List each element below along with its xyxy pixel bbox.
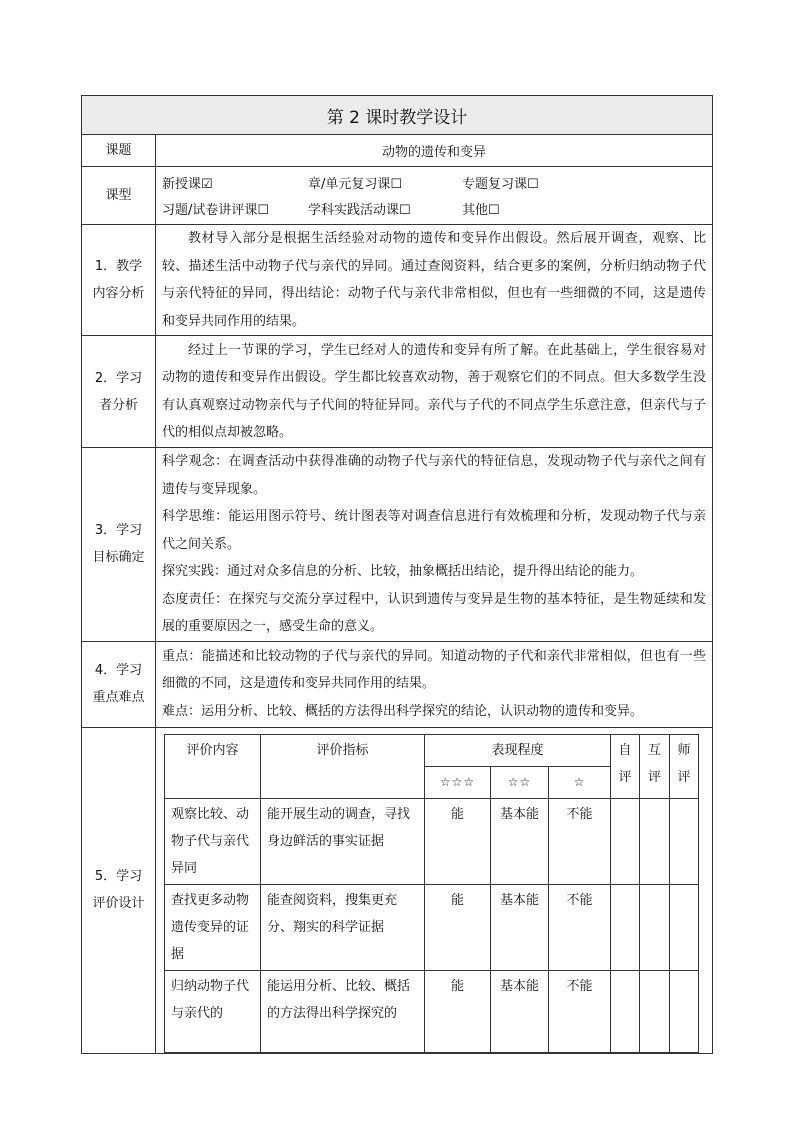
header-three-stars: ☆☆☆: [425, 766, 491, 798]
header-content: 评价内容: [165, 734, 261, 798]
content-analysis-text: 教材导入部分是根据生活经验对动物的遗传和变异作出假设。然后展开调查，观察、比较、描述生活中动物子代与亲代的异同。通过查阅资料，结合更多的案例，分析归纳动物子代与亲代特征的异同，得出结论：动物子代与亲代非常相似，但也有一些细微的不同，这是遗传和变异共同作用的结果。: [156, 225, 713, 336]
learner-analysis-text: 经过上一节课的学习，学生已经对人的遗传和变异有所了解。在此基础上，学生很容易对动物的遗传和变异作出假设。学生都比较喜欢动物，善于观察它们的不同点。但大多数学生没有认真观察过动物亲代与子代间的特征异同。亲代与子代的不同点学生乐意注意，但亲代与子代的相似点却被忽略。: [156, 336, 713, 448]
eval-teacher-cell[interactable]: [670, 884, 699, 970]
eval-content: 归纳动物子代与亲代的: [165, 970, 261, 1052]
lesson-type-options: [156, 167, 713, 225]
goal-concept: 科学观念：在调查活动中获得准确的动物子代与亲代的特征信息，发现动物子代与亲代之间有遗传与变异现象。: [162, 454, 706, 497]
eval-level-3: 能: [425, 884, 491, 970]
key-points-label: 4．学习 重点难点: [82, 641, 156, 727]
lesson-type-label: 课型: [82, 167, 156, 225]
evaluation-design-label: 5．学习 评价设计: [82, 727, 156, 1053]
eval-level-3: 能: [425, 970, 491, 1052]
key-points-text: [156, 641, 713, 727]
header-two-stars: ☆☆: [491, 766, 549, 798]
header-peer-eval: 互评: [640, 734, 670, 798]
goal-thinking: 科学思维：能运用图示符号、统计图表等对调查信息进行有效梳理和分析，发现动物子代与亲代之间关系。: [162, 509, 706, 552]
eval-level-2: 基本能: [491, 884, 549, 970]
header-teacher-eval: 师评: [670, 734, 699, 798]
header-one-star: ☆: [549, 766, 611, 798]
header-indicator: 评价指标: [261, 734, 425, 798]
type-option-unit-review: 章/单元复习课☐: [308, 177, 403, 192]
eval-peer-cell[interactable]: [640, 884, 670, 970]
eval-level-1: 不能: [549, 798, 611, 884]
eval-level-3: 能: [425, 798, 491, 884]
eval-self-cell[interactable]: [611, 798, 640, 884]
eval-teacher-cell[interactable]: [670, 798, 699, 884]
type-option-exercise: 习题/试卷讲评课☐: [162, 203, 270, 218]
eval-self-cell[interactable]: [611, 970, 640, 1052]
eval-indicator: 能运用分析、比较、概括的方法得出科学探究的: [261, 970, 425, 1052]
eval-level-2: 基本能: [491, 970, 549, 1052]
eval-peer-cell[interactable]: [640, 970, 670, 1052]
evaluation-table: [164, 734, 699, 1053]
eval-level-2: 基本能: [491, 798, 549, 884]
type-option-practice: 学科实践活动课☐: [308, 203, 411, 218]
evaluation-cell: [156, 727, 713, 1053]
key-point: 重点：能描述和比较动物的子代与亲代的异同。知道动物的子代和亲代非常相似，但也有一些细微的不同，这是遗传和变异共同作用的结果。: [162, 648, 706, 692]
topic-value: 动物的遗传和变异: [156, 135, 713, 167]
eval-content: 查找更多动物遗传变异的证据: [165, 884, 261, 970]
lesson-plan-table: [81, 95, 713, 1054]
header-performance: 表现程度: [425, 734, 611, 766]
goal-attitude: 态度责任：在探究与交流分享过程中，认识到遗传与变异是生物的基本特征，是生物延续和发展的重要原因之一，感受生命的意义。: [162, 591, 706, 634]
table-row: [165, 798, 699, 884]
table-row: [165, 970, 699, 1052]
type-option-other: 其他☐: [462, 203, 500, 218]
eval-indicator: 能开展生动的调查，寻找身边鲜活的事实证据: [261, 798, 425, 884]
lesson-plan-page: [81, 95, 713, 1054]
difficult-point: 难点：运用分析、比较、概括的方法得出科学探究的结论，认识动物的遗传和变异。: [162, 703, 644, 719]
topic-label: 课题: [82, 135, 156, 167]
eval-peer-cell[interactable]: [640, 798, 670, 884]
type-option-new: 新授课☑: [162, 177, 213, 192]
learner-analysis-label: 2．学习 者分析: [82, 336, 156, 448]
eval-level-1: 不能: [549, 970, 611, 1052]
type-option-topic-review: 专题复习课☐: [462, 177, 539, 192]
eval-level-1: 不能: [549, 884, 611, 970]
learning-goals-label: 3．学习 目标确定: [82, 448, 156, 642]
document-title: 第 2 课时教学设计: [82, 96, 713, 135]
goal-practice: 探究实践：通过对众多信息的分析、比较，抽象概括出结论，提升得出结论的能力。: [162, 564, 644, 579]
eval-teacher-cell[interactable]: [670, 970, 699, 1052]
table-row: [165, 884, 699, 970]
eval-indicator: 能查阅资料，搜集更充分、翔实的科学证据: [261, 884, 425, 970]
eval-content: 观察比较、动物子代与亲代异同: [165, 798, 261, 884]
header-self-eval: 自评: [611, 734, 640, 798]
learning-goals-text: [156, 448, 713, 642]
eval-self-cell[interactable]: [611, 884, 640, 970]
content-analysis-label: 1．教学 内容分析: [82, 225, 156, 336]
